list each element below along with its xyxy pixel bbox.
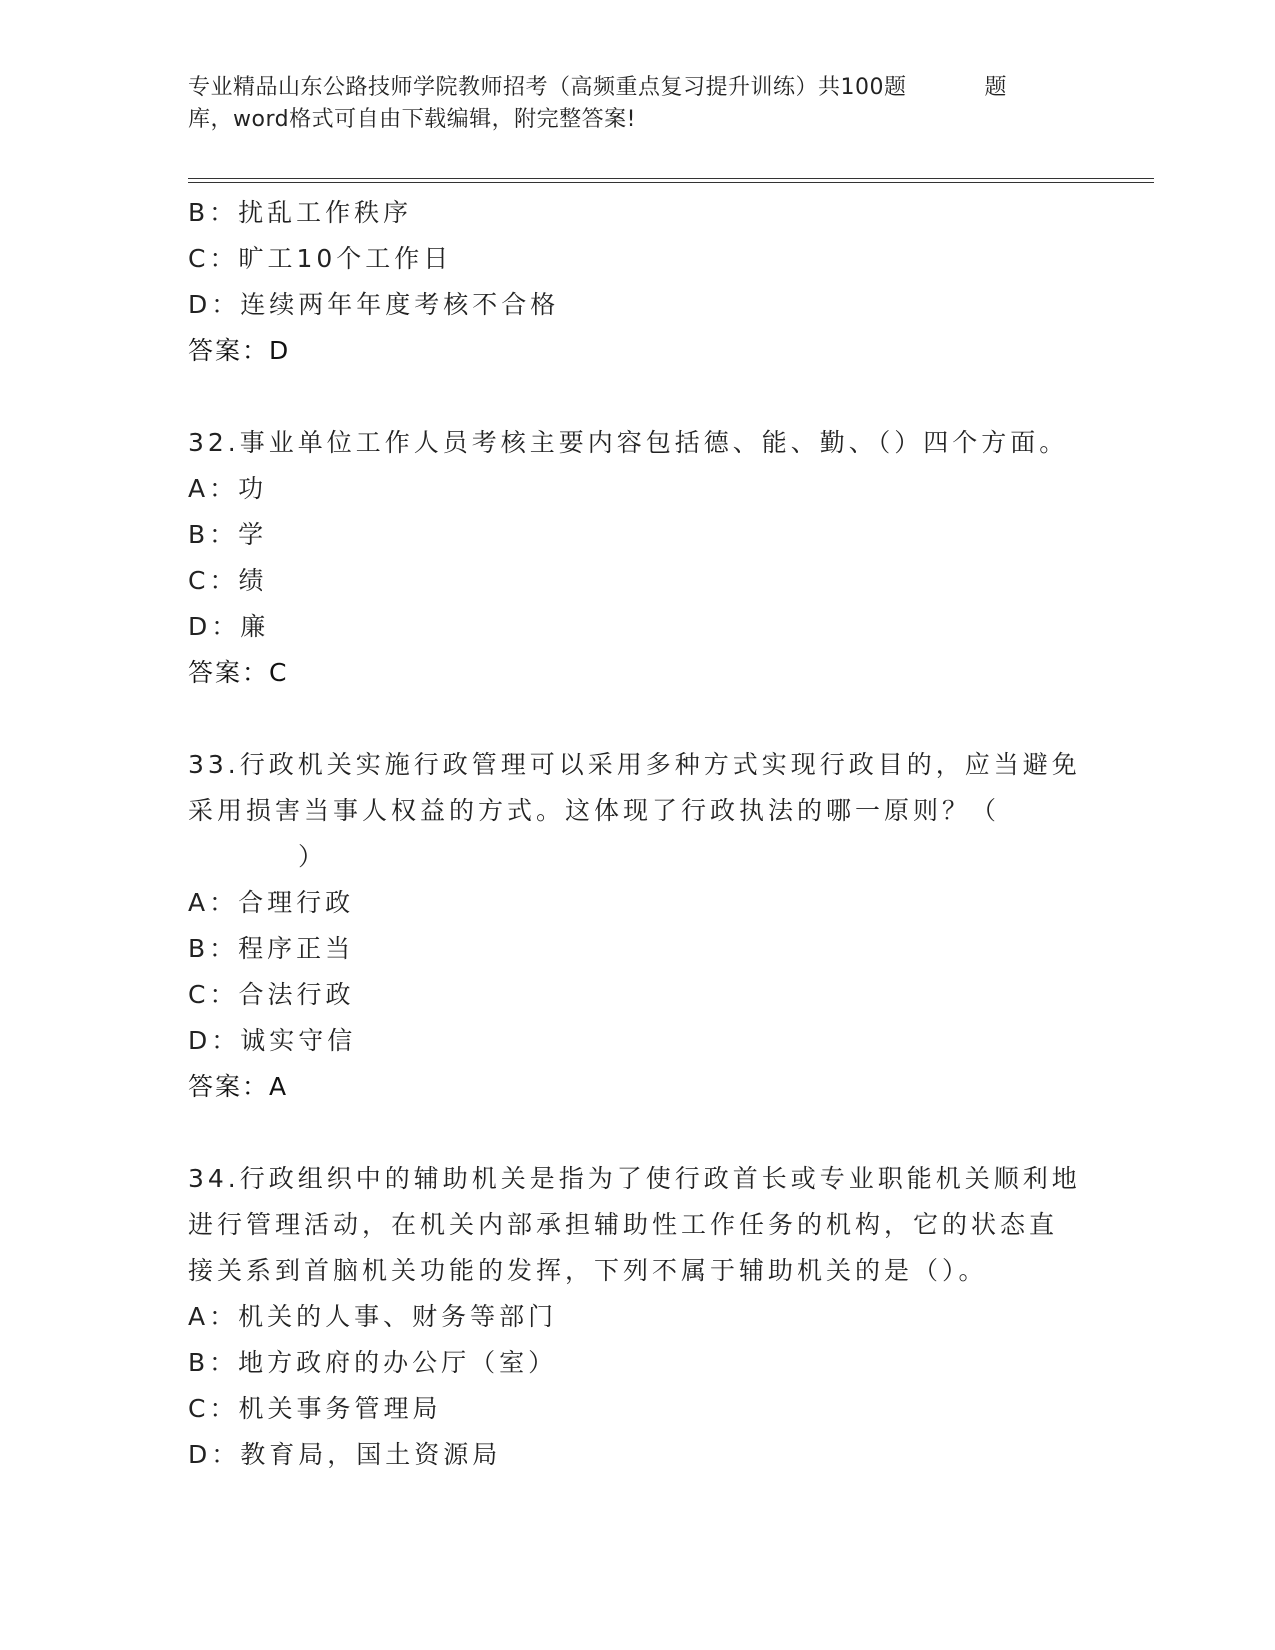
option-b: B：学 bbox=[188, 520, 268, 549]
option-c: C：绩 bbox=[188, 566, 268, 595]
option-c: C：旷工10个工作日 bbox=[188, 244, 453, 273]
answer: 答案：D bbox=[188, 336, 291, 365]
header-rule-bottom bbox=[188, 182, 1154, 183]
option-a: A：功 bbox=[188, 474, 268, 503]
question-stem-line-3: 接关系到首脑机关功能的发挥，下列不属于辅助机关的是（）。 bbox=[188, 1256, 988, 1285]
header-line-2: 库，word格式可自由下载编辑，附完整答案! bbox=[188, 107, 636, 132]
question-32 bbox=[188, 420, 1088, 696]
option-b: B：扰乱工作秩序 bbox=[188, 198, 413, 227]
option-b: B：地方政府的办公厅（室） bbox=[188, 1348, 558, 1377]
question-34 bbox=[188, 1156, 1088, 1478]
question-stem-line-1: 33.行政机关实施行政管理可以采用多种方式实现行政目的，应当避免 bbox=[188, 750, 1081, 779]
option-a: A：机关的人事、财务等部门 bbox=[188, 1302, 558, 1331]
header-line-1 bbox=[188, 72, 1088, 104]
question-stem-line-2: 采用损害当事人权益的方式。这体现了行政执法的哪一原则？（ bbox=[188, 796, 1001, 825]
document-body bbox=[188, 190, 1088, 1478]
option-d: D：教育局，国土资源局 bbox=[188, 1440, 502, 1469]
answer: 答案：A bbox=[188, 1072, 289, 1101]
option-d: D：诚实守信 bbox=[188, 1026, 357, 1055]
option-b: B：程序正当 bbox=[188, 934, 355, 963]
question-stem-line-2: 进行管理活动，在机关内部承担辅助性工作任务的机构，它的状态直 bbox=[188, 1210, 1059, 1239]
header-rule-top bbox=[188, 178, 1154, 179]
question-stem: 32.事业单位工作人员考核主要内容包括德、能、勤、（）四个方面。 bbox=[188, 428, 1069, 457]
option-c: C：机关事务管理局 bbox=[188, 1394, 442, 1423]
option-a: A：合理行政 bbox=[188, 888, 355, 917]
question-31-tail bbox=[188, 190, 1088, 374]
header-title: 专业精品山东公路技师学院教师招考（高频重点复习提升训练）共100题 bbox=[188, 75, 907, 100]
question-stem-line-3: ） bbox=[298, 842, 328, 871]
page-header bbox=[188, 72, 1088, 136]
answer: 答案：C bbox=[188, 658, 289, 687]
question-stem-line-1: 34.行政组织中的辅助机关是指为了使行政首长或专业职能机关顺利地 bbox=[188, 1164, 1081, 1193]
question-33 bbox=[188, 742, 1088, 1110]
option-c: C：合法行政 bbox=[188, 980, 355, 1009]
option-d: D：廉 bbox=[188, 612, 270, 641]
option-d: D：连续两年年度考核不合格 bbox=[188, 290, 560, 319]
header-title-tail: 题 bbox=[984, 75, 1008, 100]
